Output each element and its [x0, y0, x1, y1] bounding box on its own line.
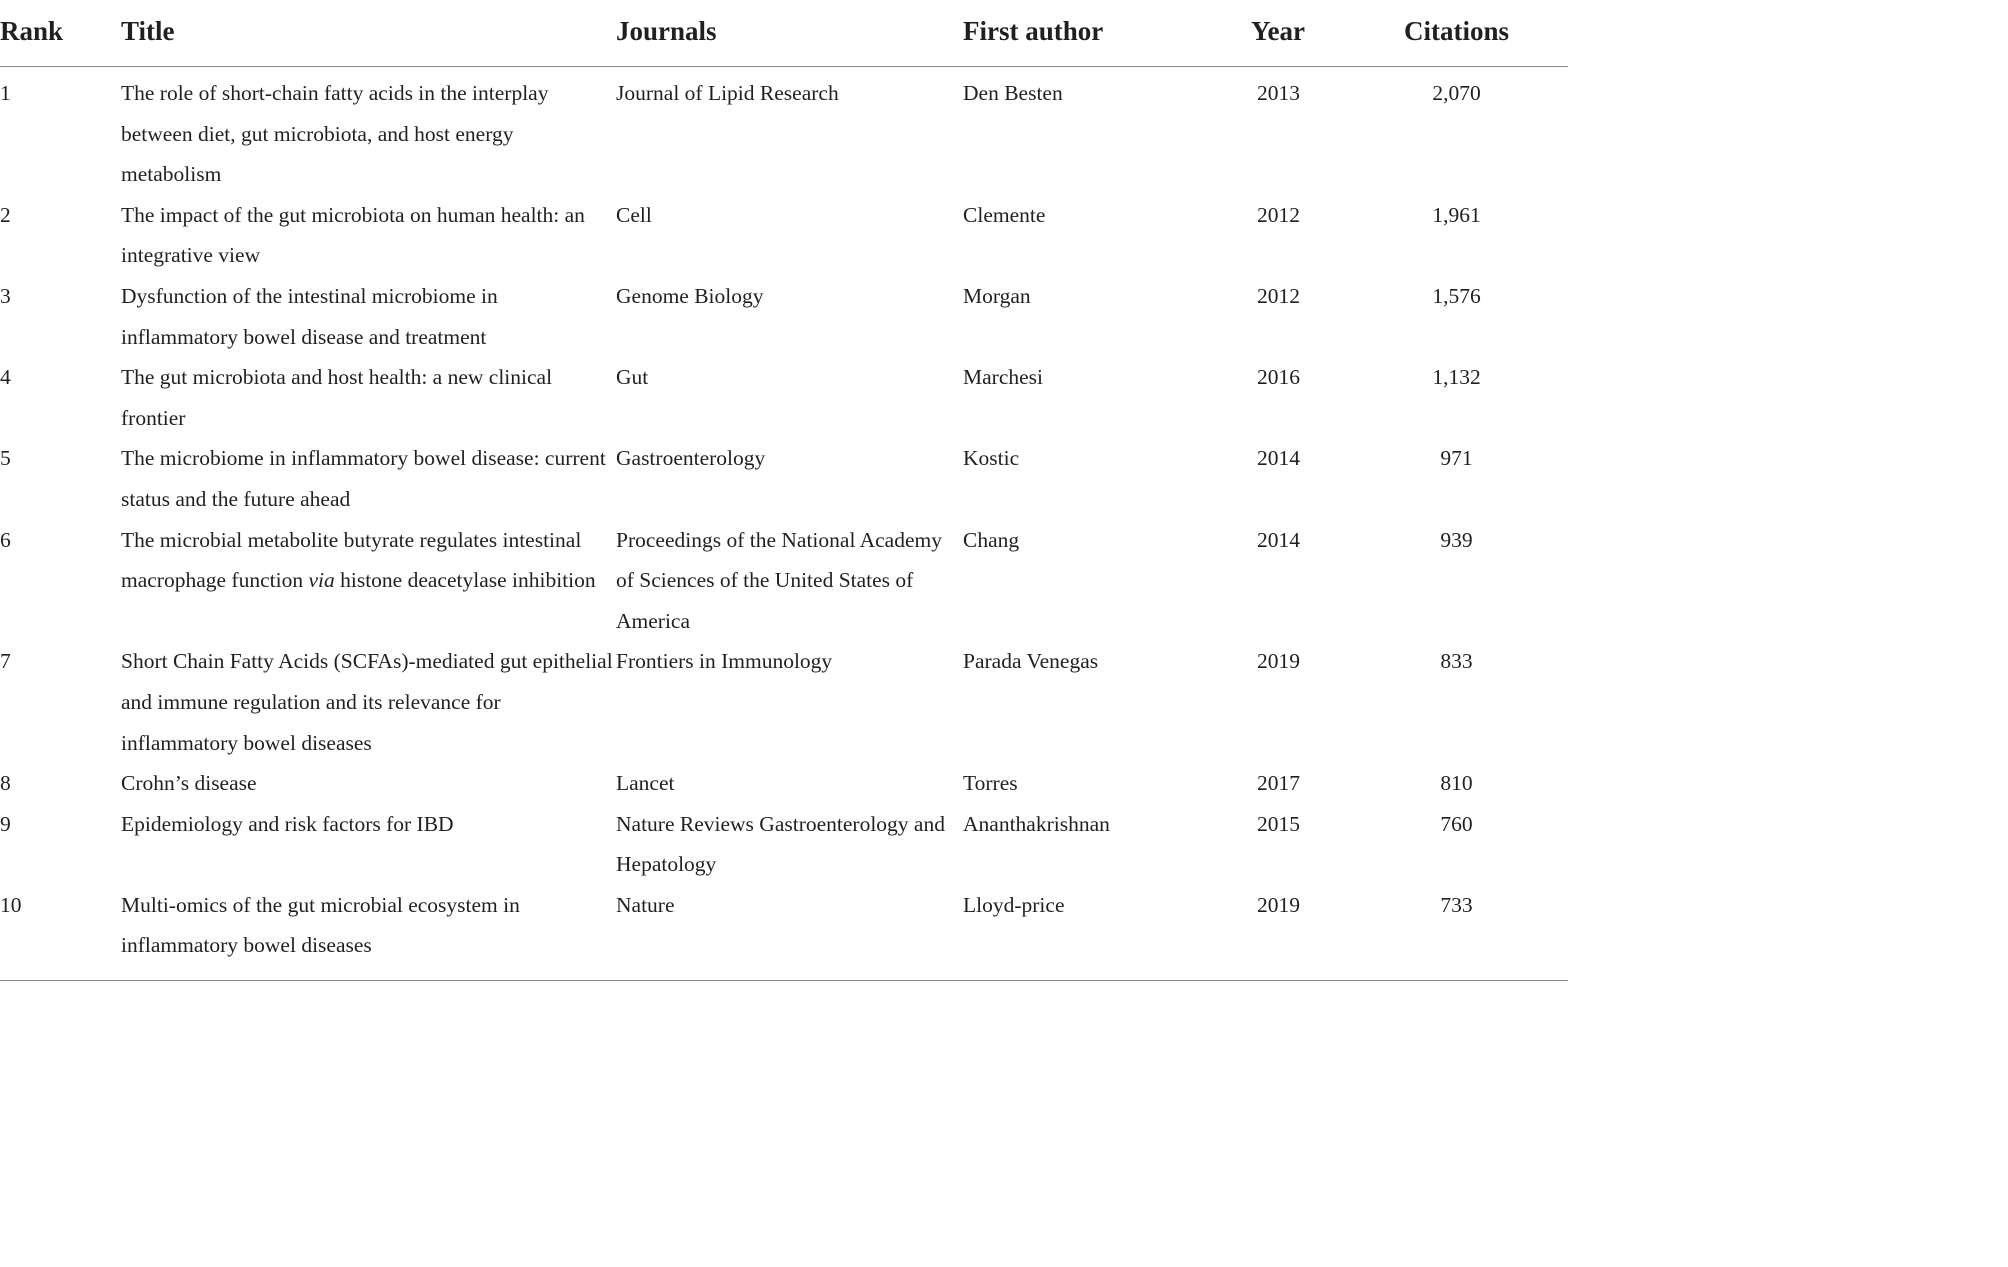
table-row	[0, 276, 1568, 357]
cell-citations: 2,070	[1432, 81, 1481, 105]
cell-first-author: Den Besten	[963, 81, 1063, 105]
cell-title: Crohn’s disease	[121, 771, 257, 796]
cell-rank: 2	[0, 202, 11, 227]
table-row	[0, 804, 1568, 885]
cell-year: 2019	[1257, 892, 1300, 917]
cell-citations: 939	[1440, 527, 1473, 552]
cell-title: Multi-omics of the gut microbial ecosystem in inflammatory bowel diseases	[121, 892, 520, 958]
cell-first-author: Clemente	[963, 202, 1046, 227]
cell-journal: Lancet	[616, 771, 675, 796]
cell-year: 2012	[1257, 283, 1300, 308]
cell-journal: Gut	[616, 365, 649, 390]
cell-citations: 1,961	[1432, 202, 1481, 227]
cell-citations: 971	[1440, 446, 1473, 471]
table-row	[0, 357, 1568, 438]
cell-year: 2012	[1257, 202, 1300, 227]
title-italic-text: via	[308, 568, 335, 593]
cell-title: Short Chain Fatty Acids (SCFAs)-mediated gut epithelial and immune regulation and its relevance for inflammatory bowel diseases	[121, 649, 613, 755]
title-text: The microbial metabolite butyrate regulates intestinal macrophage function	[121, 527, 582, 593]
cell-first-author: Ananthakrishnan	[963, 811, 1110, 836]
cell-journal: Nature Reviews Gastroenterology and Hepatology	[616, 811, 945, 877]
cell-year: 2014	[1257, 446, 1300, 471]
header-rank: Rank	[0, 0, 121, 67]
cell-journal: Gastroenterology	[616, 446, 766, 471]
cell-title: Dysfunction of the intestinal microbiome in inflammatory bowel disease and treatment	[121, 283, 498, 349]
table-header	[0, 0, 1568, 67]
cell-citations: 1,132	[1432, 365, 1481, 390]
table-row	[0, 641, 1568, 763]
table-row	[0, 438, 1568, 519]
table-row	[0, 763, 1568, 804]
cell-rank: 5	[0, 446, 11, 471]
cell-journal: Cell	[616, 202, 652, 227]
cell-first-author: Marchesi	[963, 365, 1043, 390]
cell-year: 2013	[1257, 81, 1300, 105]
header-citations: Citations	[1345, 0, 1568, 67]
cell-year: 2017	[1257, 771, 1300, 796]
table-bottom-rule	[0, 980, 1568, 981]
cell-citations: 810	[1440, 771, 1473, 796]
cell-first-author: Parada Venegas	[963, 649, 1099, 674]
cell-first-author: Lloyd-price	[963, 892, 1065, 917]
cell-first-author: Kostic	[963, 446, 1020, 471]
cell-year: 2015	[1257, 811, 1300, 836]
cell-title: The gut microbiota and host health: a new clinical frontier	[121, 365, 553, 430]
cell-rank: 10	[0, 892, 22, 917]
cell-citations: 733	[1440, 892, 1473, 917]
title-text: histone deacetylase inhibition	[334, 568, 596, 593]
header-title: Title	[121, 0, 616, 67]
cell-journal: Genome Biology	[616, 283, 764, 308]
header-row	[0, 0, 1568, 67]
cell-rank: 4	[0, 365, 11, 390]
cell-citations: 760	[1440, 811, 1473, 836]
cell-title: The impact of the gut microbiota on human health: an integrative view	[121, 202, 585, 268]
header-journals: Journals	[616, 0, 963, 67]
cell-rank: 3	[0, 283, 11, 308]
cell-year: 2019	[1257, 649, 1300, 674]
cell-title: The microbiome in inflammatory bowel disease: current status and the future ahead	[121, 446, 606, 511]
cell-year: 2014	[1257, 527, 1300, 552]
cell-rank: 6	[0, 527, 11, 552]
cell-title: Epidemiology and risk factors for IBD	[121, 811, 454, 836]
cell-citations: 1,576	[1432, 283, 1481, 308]
cell-journal: Proceedings of the National Academy of Sciences of the United States of America	[616, 527, 942, 633]
cell-title	[121, 520, 616, 642]
cell-rank: 8	[0, 771, 11, 796]
header-year: Year	[1215, 0, 1345, 67]
cell-title: The role of short-chain fatty acids in the interplay between diet, gut microbiota, and host energy metabolism	[121, 81, 549, 187]
table-row	[0, 195, 1568, 276]
cell-rank: 1	[0, 81, 11, 105]
table-body	[0, 67, 1568, 981]
cell-journal: Journal of Lipid Research	[616, 81, 839, 105]
cell-rank: 9	[0, 811, 11, 836]
table-row	[0, 67, 1568, 195]
cell-year: 2016	[1257, 365, 1300, 390]
cell-first-author: Chang	[963, 527, 1020, 552]
table-row	[0, 885, 1568, 980]
cell-first-author: Morgan	[963, 283, 1031, 308]
table-row	[0, 520, 1568, 642]
cell-first-author: Torres	[963, 771, 1018, 796]
header-first-author: First author	[963, 0, 1215, 67]
cell-journal: Nature	[616, 892, 675, 917]
cell-journal: Frontiers in Immunology	[616, 649, 833, 674]
cell-rank: 7	[0, 649, 11, 674]
cell-citations: 833	[1440, 649, 1473, 674]
